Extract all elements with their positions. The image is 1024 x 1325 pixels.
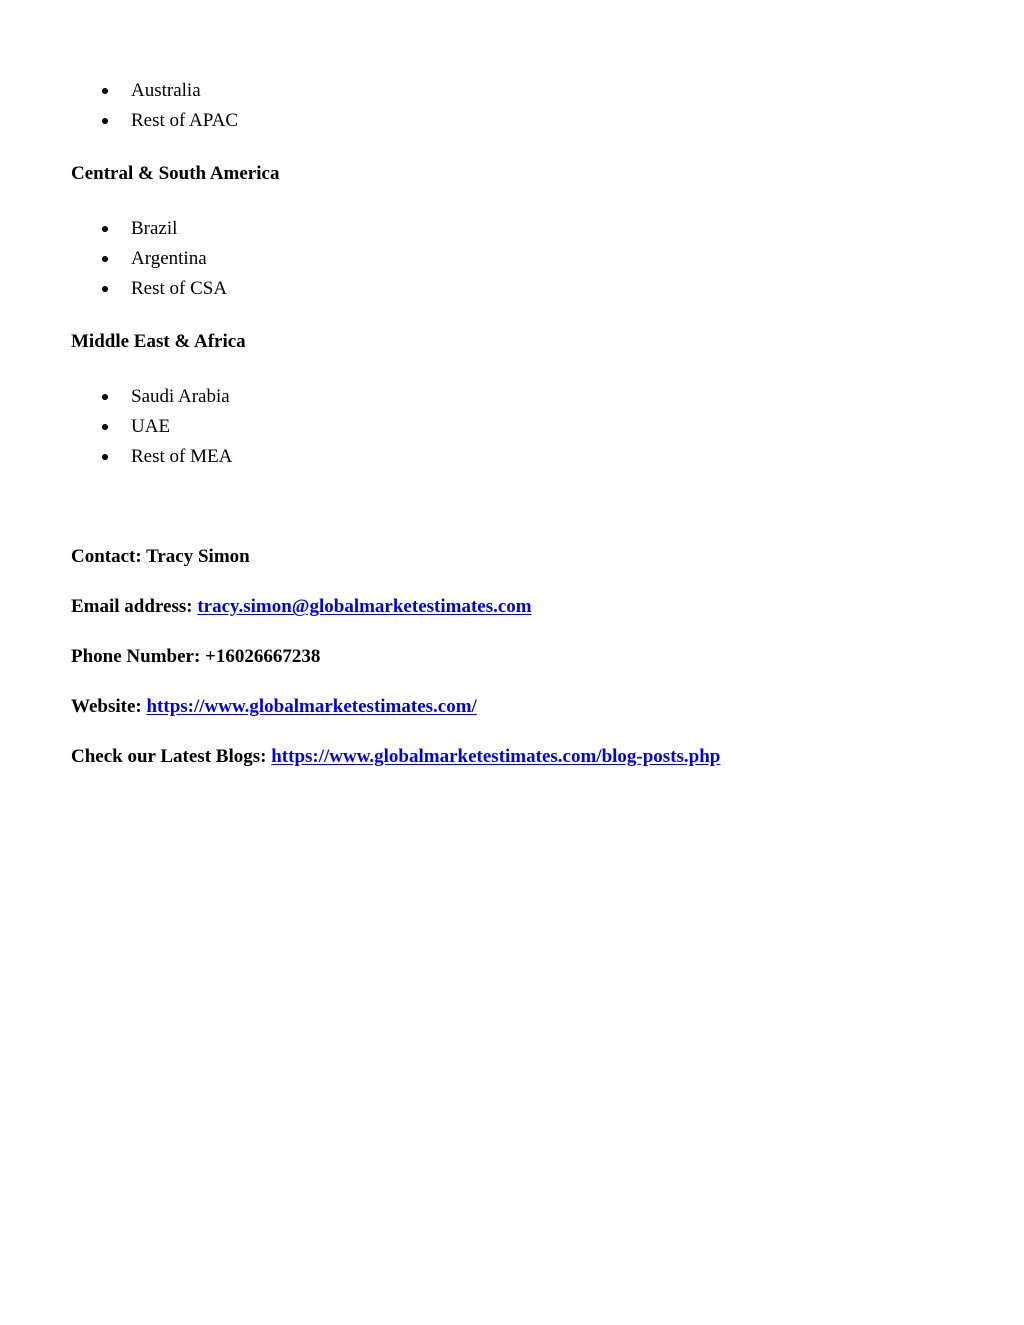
website-label: Website:: [71, 696, 142, 717]
list-item-uae: UAE: [131, 416, 171, 437]
blogs-label: Check our Latest Blogs:: [71, 746, 267, 767]
list-item-saudi-arabia: Saudi Arabia: [131, 386, 230, 407]
bullet-icon: [102, 88, 108, 94]
bullet-icon: [102, 424, 108, 430]
list-item-rest-of-csa: Rest of CSA: [131, 278, 228, 299]
bullet-icon: [102, 454, 108, 460]
bullet-icon: [102, 256, 108, 262]
email-label: Email address:: [71, 596, 193, 617]
list-item-argentina: Argentina: [131, 248, 207, 269]
email-line: [71, 596, 532, 618]
bullet-icon: [102, 286, 108, 292]
contact-name: Contact: Tracy Simon: [71, 546, 250, 567]
website-link[interactable]: https://www.globalmarketestimates.com/: [146, 696, 477, 717]
list-item-brazil: Brazil: [131, 218, 178, 239]
phone-number: Phone Number: +16026667238: [71, 646, 321, 667]
bullet-icon: [102, 394, 108, 400]
blogs-line: [71, 746, 720, 768]
website-line: [71, 696, 477, 718]
bullet-icon: [102, 226, 108, 232]
section-heading-csa: Central & South America: [71, 163, 280, 184]
bullet-icon: [102, 118, 108, 124]
list-item-rest-of-apac: Rest of APAC: [131, 110, 238, 131]
blogs-link[interactable]: https://www.globalmarketestimates.com/blog-posts.php: [271, 746, 721, 767]
email-link[interactable]: tracy.simon@globalmarketestimates.com: [197, 596, 532, 617]
section-heading-mea: Middle East & Africa: [71, 331, 246, 352]
list-item-australia: Australia: [131, 80, 201, 101]
list-item-rest-of-mea: Rest of MEA: [131, 446, 233, 467]
